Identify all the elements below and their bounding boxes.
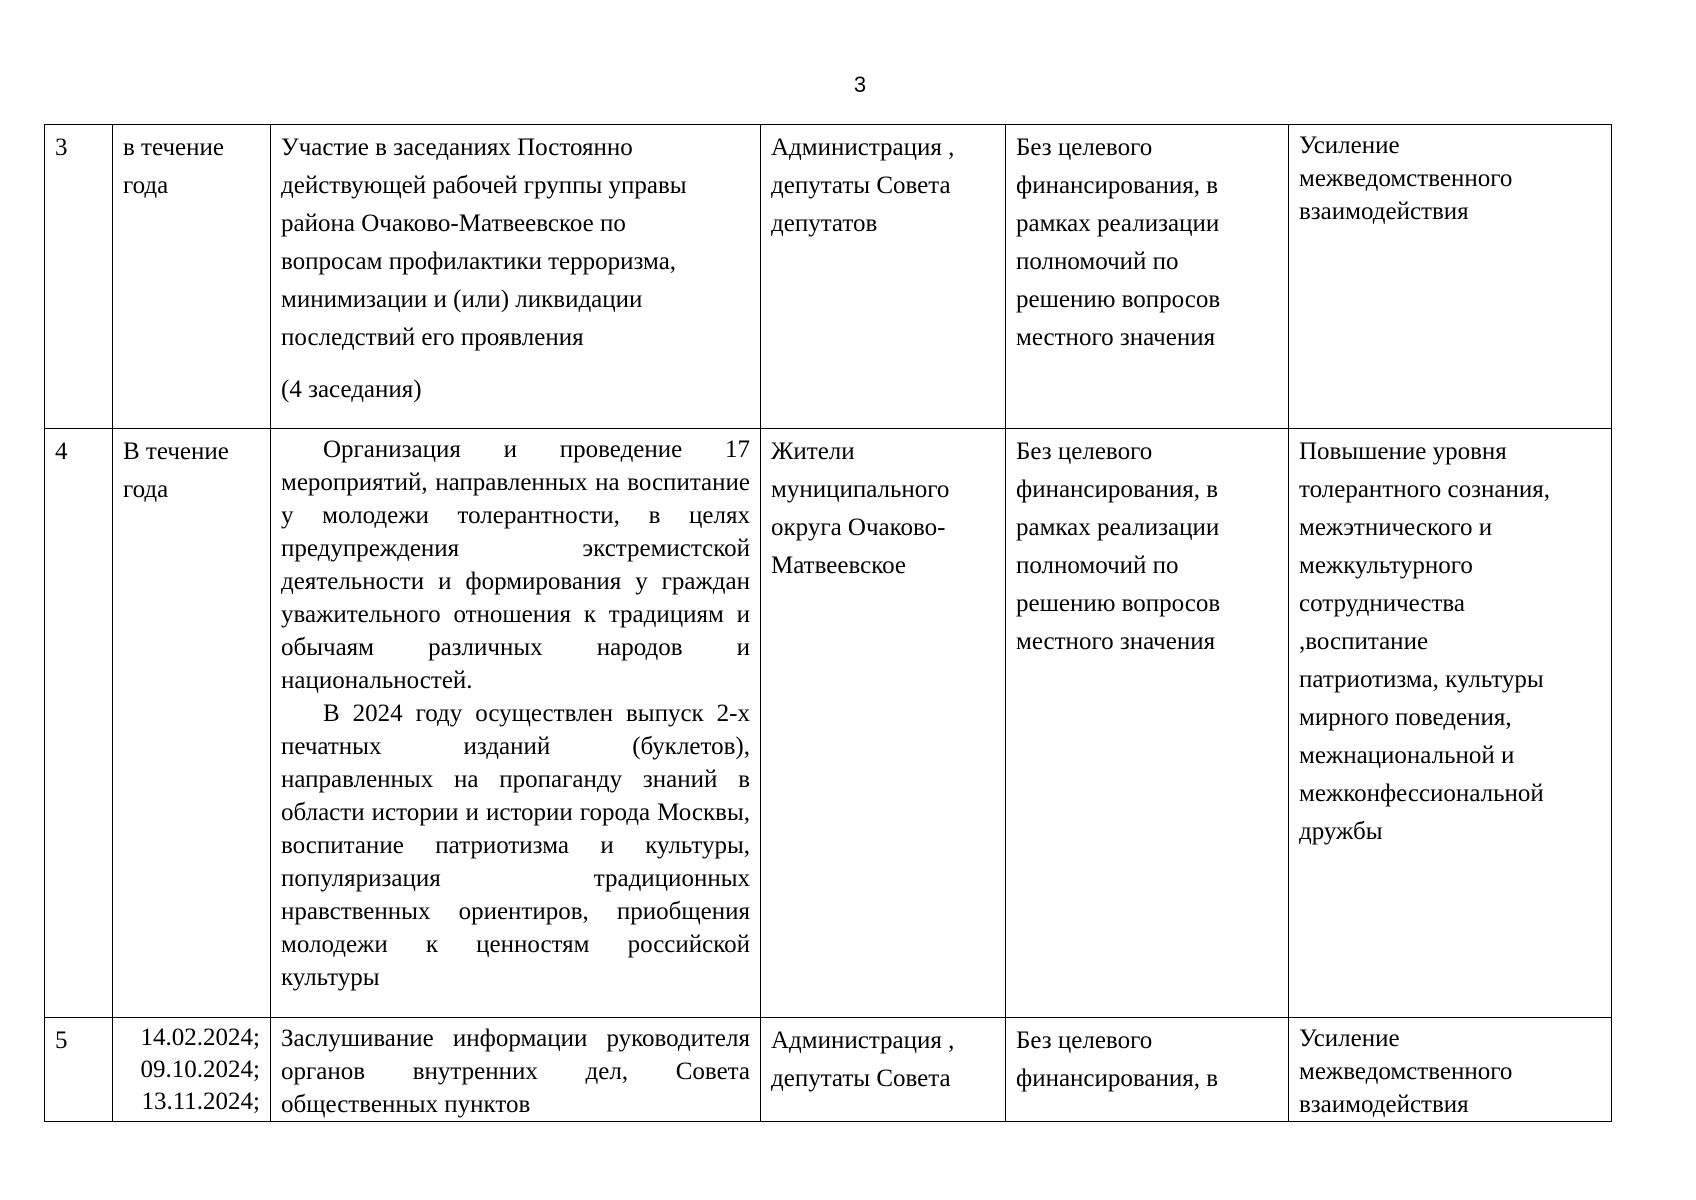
term-line: в течение: [123, 134, 224, 161]
activity-line: действующей рабочей группы управы: [281, 172, 687, 199]
executors-cell: [761, 125, 1006, 429]
activity-cell: [271, 429, 761, 1018]
executors-line: депутатов: [771, 210, 878, 237]
executors-line: Администрация ,: [771, 1027, 955, 1054]
term-line: года: [123, 172, 169, 199]
financing-line: решению вопросов: [1016, 286, 1221, 313]
table-row: [45, 125, 1612, 429]
result-line: межкультурного: [1299, 552, 1473, 579]
result-line: патриотизма, культуры: [1299, 666, 1544, 693]
financing-line: местного значения: [1016, 628, 1216, 655]
plan-table: [44, 124, 1612, 1122]
activity-line: Участие в заседаниях Постоянно: [281, 134, 633, 161]
term-line: В течение: [123, 438, 229, 465]
result-line: Усиление: [1299, 1025, 1400, 1052]
term-date: 14.02.2024;: [140, 1024, 260, 1051]
executors-line: Администрация ,: [771, 134, 955, 161]
result-line: мирного поведения,: [1299, 704, 1512, 731]
financing-line: Без целевого: [1016, 438, 1153, 465]
result-line: межконфессиональной: [1299, 780, 1544, 807]
activity-line: района Очаково-Матвеевское по: [281, 210, 626, 237]
activity-paragraph: Организация и проведение 17 мероприятий, направленных на воспитание у молодежи толерантности, в целях предупреждения экстремистской деятельности и формирования у граждан уважительного отношения к традициям и обычаям различных народов и национальностей.: [281, 436, 750, 694]
result-line: межведомственного: [1299, 1058, 1513, 1085]
result-cell: [1289, 1018, 1612, 1122]
result-line: межэтнического и: [1299, 514, 1493, 541]
activity-paragraph: Заслушивание информации руководителя органов внутренних дел, Совета общественных пунктов: [281, 1025, 750, 1118]
term-line: года: [123, 476, 169, 503]
row-number-cell: [45, 125, 113, 429]
executors-line: Жители: [771, 438, 855, 465]
activity-paragraph: В 2024 году осуществлен выпуск 2-х печатных изданий (буклетов), направленных на пропаганду знаний в области истории и истории города Москвы, воспитание патриотизма и культуры, популяризация традиционных нравственных ориентиров, приобщения молодежи к ценностям российской культуры: [281, 700, 750, 991]
term-cell: [113, 429, 271, 1018]
executors-line: муниципального: [771, 476, 950, 503]
financing-line: рамках реализации: [1016, 210, 1220, 237]
financing-line: решению вопросов: [1016, 590, 1221, 617]
executors-line: округа Очаково-: [771, 514, 946, 541]
result-line: взаимодействия: [1299, 198, 1469, 225]
financing-line: финансирования, в: [1016, 1065, 1219, 1092]
executors-line: депутаты Совета: [771, 172, 951, 199]
result-line: толерантного сознания,: [1299, 476, 1550, 503]
result-line: сотрудничества: [1299, 590, 1465, 617]
result-cell: [1289, 125, 1612, 429]
result-cell: [1289, 429, 1612, 1018]
financing-line: рамках реализации: [1016, 514, 1220, 541]
financing-line: Без целевого: [1016, 134, 1153, 161]
financing-line: финансирования, в: [1016, 172, 1219, 199]
result-line: Усиление: [1299, 132, 1400, 159]
row-number: 4: [55, 438, 68, 465]
executors-cell: [761, 1018, 1006, 1122]
page-number: 3: [853, 72, 867, 97]
result-line: взаимодействия: [1299, 1091, 1469, 1118]
financing-line: местного значения: [1016, 324, 1216, 351]
row-number-cell: [45, 1018, 113, 1122]
financing-line: финансирования, в: [1016, 476, 1219, 503]
term-cell: [113, 125, 271, 429]
table-row: [45, 1018, 1612, 1122]
term-date: 13.11.2024;: [141, 1088, 260, 1115]
term-cell: [113, 1018, 271, 1122]
activity-line: минимизации и (или) ликвидации: [281, 286, 643, 313]
financing-line: полномочий по: [1016, 248, 1179, 275]
row-number: 5: [55, 1027, 68, 1054]
executors-cell: [761, 429, 1006, 1018]
activity-line: последствий его проявления: [281, 324, 584, 351]
result-line: ,воспитание: [1299, 628, 1429, 655]
result-line: Повышение уровня: [1299, 438, 1507, 465]
result-line: межнациональной и: [1299, 742, 1515, 769]
activity-note: (4 заседания): [281, 376, 422, 403]
financing-cell: [1006, 1018, 1289, 1122]
executors-line: Матвеевское: [771, 552, 906, 579]
financing-line: полномочий по: [1016, 552, 1179, 579]
financing-cell: [1006, 429, 1289, 1018]
executors-line: депутаты Совета: [771, 1065, 951, 1092]
result-line: межведомственного: [1299, 165, 1513, 192]
term-date: 09.10.2024;: [140, 1056, 260, 1083]
row-number: 3: [55, 134, 68, 161]
table-row: [45, 429, 1612, 1018]
activity-cell: [271, 125, 761, 429]
activity-line: вопросам профилактики терроризма,: [281, 248, 677, 275]
result-line: дружбы: [1299, 818, 1383, 845]
financing-cell: [1006, 125, 1289, 429]
financing-line: Без целевого: [1016, 1027, 1153, 1054]
row-number-cell: [45, 429, 113, 1018]
activity-cell: [271, 1018, 761, 1122]
